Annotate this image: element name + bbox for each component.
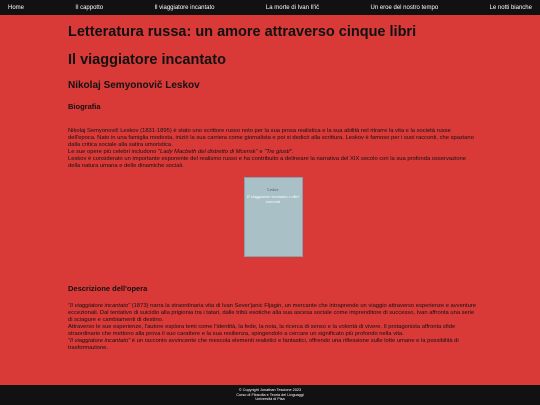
description-text <box>68 303 478 353</box>
description-paragraph-2: Attraverso le sue esperienze, l'autore esplora temi come l'identità, la fede, la noia, la ricerca di senso e la volontà di vivere. Il protagonista affronta sfide straordinarie che mettono alla prova il suo carattere e la sua resilienza, spingendolo a cercare un significato più profondo nella vita. <box>68 323 456 337</box>
description-text-fragment: è un racconto avvincente che mescola elementi realistici e fantastici, offrendo una riflessione sulle lotte umane e la possibilità di trasformazione. <box>68 338 459 352</box>
author-name: Nikolaj Semyonovič Leskov <box>68 80 200 91</box>
biography-paragraph-2 <box>68 149 478 156</box>
nav-link-la-morte-di-ivan-ilic[interactable]: La morte di Ivan Il'ič <box>265 4 320 11</box>
description-text-fragment: (1873) narra la straordinaria vita di Ivan Sever'janic Fljagin, un mercante che intraprende un viaggio attraverso esperienze e avventure eccezionali. Dal tentativo di suicidio alla prigionia tra i tatari, dalle tribù esotiche alla sua ascesa sociale come imprenditore di successo, Ivan affronta una serie di sciagure e cambiamenti di destino. <box>68 302 477 323</box>
biography-paragraph-3: Leskov è considerato un importante esponente del realismo russo e ha contribuito a delineare la narrativa del XIX secolo con la sua profonda osservazione della natura umana e delle dinamiche sociali. <box>68 156 466 170</box>
description-heading: Descrizione dell'opera <box>68 283 148 293</box>
biography-text-fragment: . <box>291 149 294 156</box>
work-title-viaggiatore: "Il viaggiatore incantato" <box>68 338 131 345</box>
biography-text-fragment: e <box>257 149 265 156</box>
nav-link-il-viaggiatore-incantato[interactable]: Il viaggiatore incantato <box>154 4 215 11</box>
book-title: Il viaggiatore incantato <box>68 52 226 68</box>
page-title: Letteratura russa: un amore attraverso cinque libri <box>68 24 417 40</box>
book-cover-container <box>68 177 478 257</box>
biography-paragraph-1: Nikolaj Semyonovič Leskov (1831-1895) è stato uno scrittore russo noto per la sua prosa realistica e la sua abilità nel ritrarre la vita e la società russe dell'epoca. Nato in una famiglia modesta, iniziò la sua carriera come giornalista e poi si dedicò alla scrittura. Leskov è famoso per i suoi racconti, che spaziano dalla critica sociale alla satira umoristica. <box>68 128 474 149</box>
nav-link-un-eroe-del-nostro-tempo[interactable]: Un eroe del nostro tempo <box>370 4 439 11</box>
nav-link-le-notti-bianche[interactable]: Le notti bianche <box>489 4 532 11</box>
work-title-viaggiatore: "Il viaggiatore incantato" <box>68 302 131 309</box>
description-paragraph-3 <box>68 338 478 352</box>
footer-course: Corso di Filosofia e Teoria dei Linguaggi <box>236 392 304 397</box>
nav-link-il-cappotto[interactable]: Il cappotto <box>75 4 104 11</box>
footer-copyright: © Copyright Jonathan Tescione 2023 <box>238 387 302 392</box>
page-footer <box>0 385 540 405</box>
footer-university: Università di Pisa <box>255 397 285 402</box>
cover-author: Leskov <box>267 187 279 192</box>
nav-link-home[interactable]: Home <box>8 4 25 11</box>
work-title-lady-macbeth: "Lady Macbeth del distretto di Mcensk" <box>157 149 258 156</box>
biography-heading: Biografia <box>68 102 101 111</box>
work-title-tre-giusti: "Tre giusti" <box>264 149 292 156</box>
main-content <box>68 22 478 352</box>
biography-text-fragment: Le sue opere più celebri includono <box>68 149 158 156</box>
cover-title: Il viaggiatore incantato e altri racconti <box>246 193 300 204</box>
biography-text <box>68 128 478 171</box>
description-paragraph-1 <box>68 303 478 324</box>
top-navigation <box>0 0 540 15</box>
book-cover-image <box>244 177 303 257</box>
